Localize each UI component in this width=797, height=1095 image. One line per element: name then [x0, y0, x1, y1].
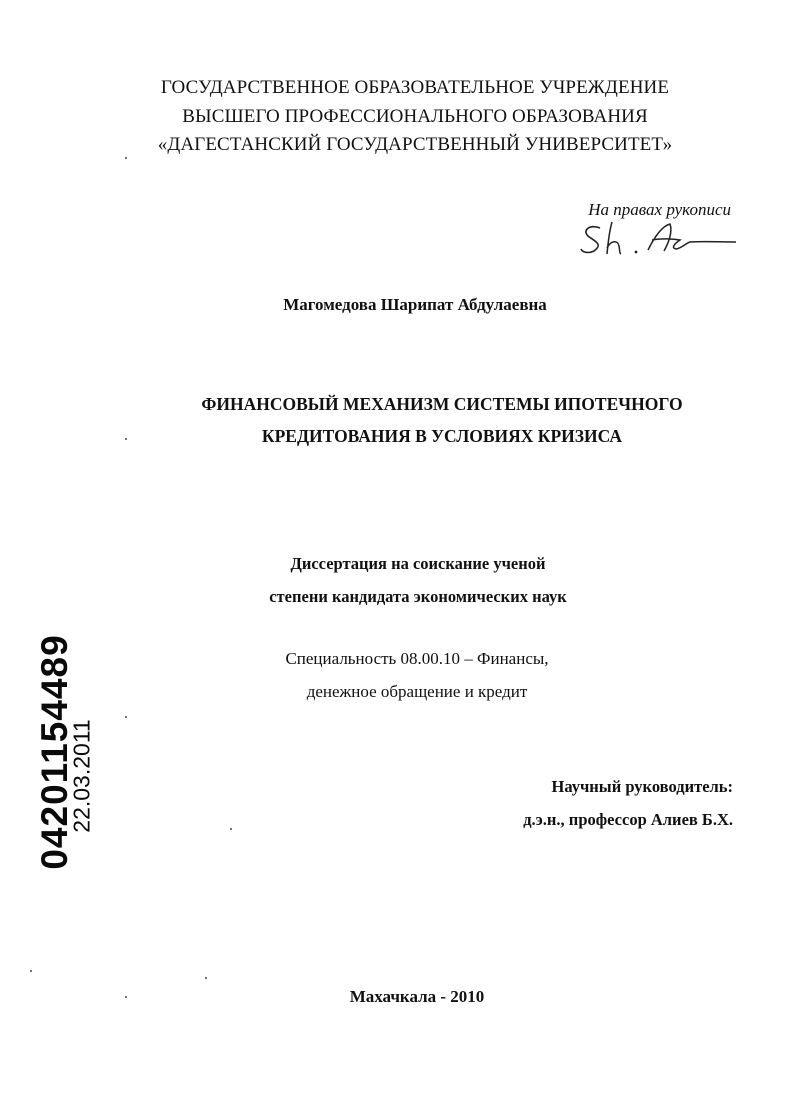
- institution-line-2: ВЫСШЕГО ПРОФЕССИОНАЛЬНОГО ОБРАЗОВАНИЯ: [182, 105, 648, 127]
- specialty-line-2: денежное обращение и кредит: [306, 682, 528, 701]
- scan-speck: [30, 970, 32, 972]
- degree-line-2: степени кандидата экономических наук: [269, 587, 567, 606]
- supervisor-name: д.э.н., профессор Алиев Б.Х.: [523, 810, 733, 829]
- degree-line-1: Диссертация на соискание ученой: [290, 554, 546, 573]
- signature-icon: [578, 218, 738, 262]
- scan-speck: [125, 438, 127, 440]
- specialty: [0, 642, 797, 708]
- library-stamp-number: 04201154489: [34, 634, 75, 870]
- specialty-line-1: Специальность 08.00.10 – Финансы,: [285, 649, 549, 668]
- degree-statement: [0, 547, 797, 613]
- scan-speck: [205, 977, 207, 979]
- scan-speck: [125, 716, 127, 718]
- city-year: Махачкала - 2010: [349, 987, 485, 1006]
- institution-header: [0, 74, 797, 160]
- title-line-1: ФИНАНСОВЫЙ МЕХАНИЗМ СИСТЕМЫ ИПОТЕЧНОГО: [201, 394, 683, 414]
- dissertation-title: [0, 388, 797, 452]
- scan-speck: [125, 157, 127, 159]
- manuscript-note: На правах рукописи: [588, 200, 731, 219]
- scan-speck: [230, 828, 232, 830]
- supervisor-block: [523, 770, 733, 836]
- title-line-2: КРЕДИТОВАНИЯ В УСЛОВИЯХ КРИЗИСА: [261, 426, 623, 446]
- scan-speck: [125, 996, 127, 998]
- author-name: Магомедова Шарипат Абдулаевна: [283, 295, 547, 314]
- supervisor-label: Научный руководитель:: [551, 777, 733, 796]
- library-stamp-date: 22.03.2011: [68, 719, 95, 833]
- institution-line-1: ГОСУДАРСТВЕННОЕ ОБРАЗОВАТЕЛЬНОЕ УЧРЕЖДЕНИЕ: [160, 77, 670, 98]
- institution-line-3: «ДАГЕСТАНСКИЙ ГОСУДАРСТВЕННЫЙ УНИВЕРСИТЕТ»: [157, 134, 673, 155]
